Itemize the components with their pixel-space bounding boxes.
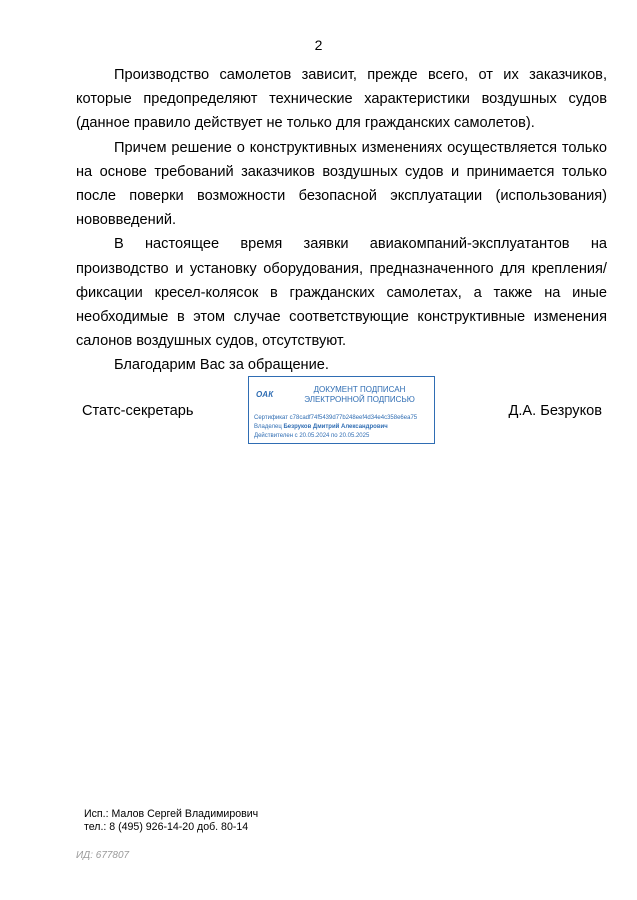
document-id: ИД: 677807: [76, 850, 130, 861]
executor-phone: тел.: 8 (495) 926-14-20 доб. 80-14: [84, 821, 249, 833]
electronic-signature-stamp: [248, 376, 435, 444]
stamp-owner-label: Владелец: [254, 424, 282, 430]
paragraph-2: Причем решение о конструктивных изменениях осуществляется только на основе требований заказчиков воздушных судов и принимается только после поверки возможности безопасной эксплуатации (использования) нововведений.: [76, 139, 607, 229]
uac-logo-icon: ОАК: [256, 390, 274, 399]
stamp-owner: [254, 424, 388, 430]
stamp-title-line1: ДОКУМЕНТ ПОДПИСАН: [313, 385, 406, 394]
paragraph-1: Производство самолетов зависит, прежде всего, от их заказчиков, которые предопределяют технические характеристики воздушных судов (данное правило действует не только для гражданских самолетов).: [76, 67, 607, 132]
letter-body: [76, 63, 607, 378]
page-number: 2: [314, 37, 323, 53]
stamp-owner-value: Безруков Дмитрий Александрович: [283, 424, 388, 430]
stamp-title-line2: ЭЛЕКТРОННОЙ ПОДПИСЬЮ: [304, 395, 415, 404]
executor-name: Исп.: Малов Сергей Владимирович: [84, 808, 259, 820]
executor-info: [84, 808, 258, 834]
paragraph-3: В настоящее время заявки авиакомпаний-эксплуатантов на производство и установку оборудования, предназначенного для крепления/фиксации кресел-колясок в гражданских самолетах, а также на иные необходимые в этом случае соответствующие конструктивные изменения салонов воздушных судов, отсутствуют.: [76, 236, 607, 350]
stamp-validity: Действителен с 20.05.2024 по 20.05.2025: [254, 433, 370, 439]
stamp-certificate-label: Сертификат: [254, 415, 288, 421]
paragraph-closing: Благодарим Вас за обращение.: [114, 357, 329, 374]
signature-block: [82, 376, 607, 446]
signer-position: Статс-секретарь: [82, 403, 194, 419]
stamp-title: [287, 385, 432, 405]
signer-name: Д.А. Безруков: [508, 403, 602, 419]
stamp-certificate-value: c78cadf74f5439d77b248eef4d34e4c358e6ea75: [289, 415, 418, 421]
stamp-certificate: [254, 415, 417, 421]
